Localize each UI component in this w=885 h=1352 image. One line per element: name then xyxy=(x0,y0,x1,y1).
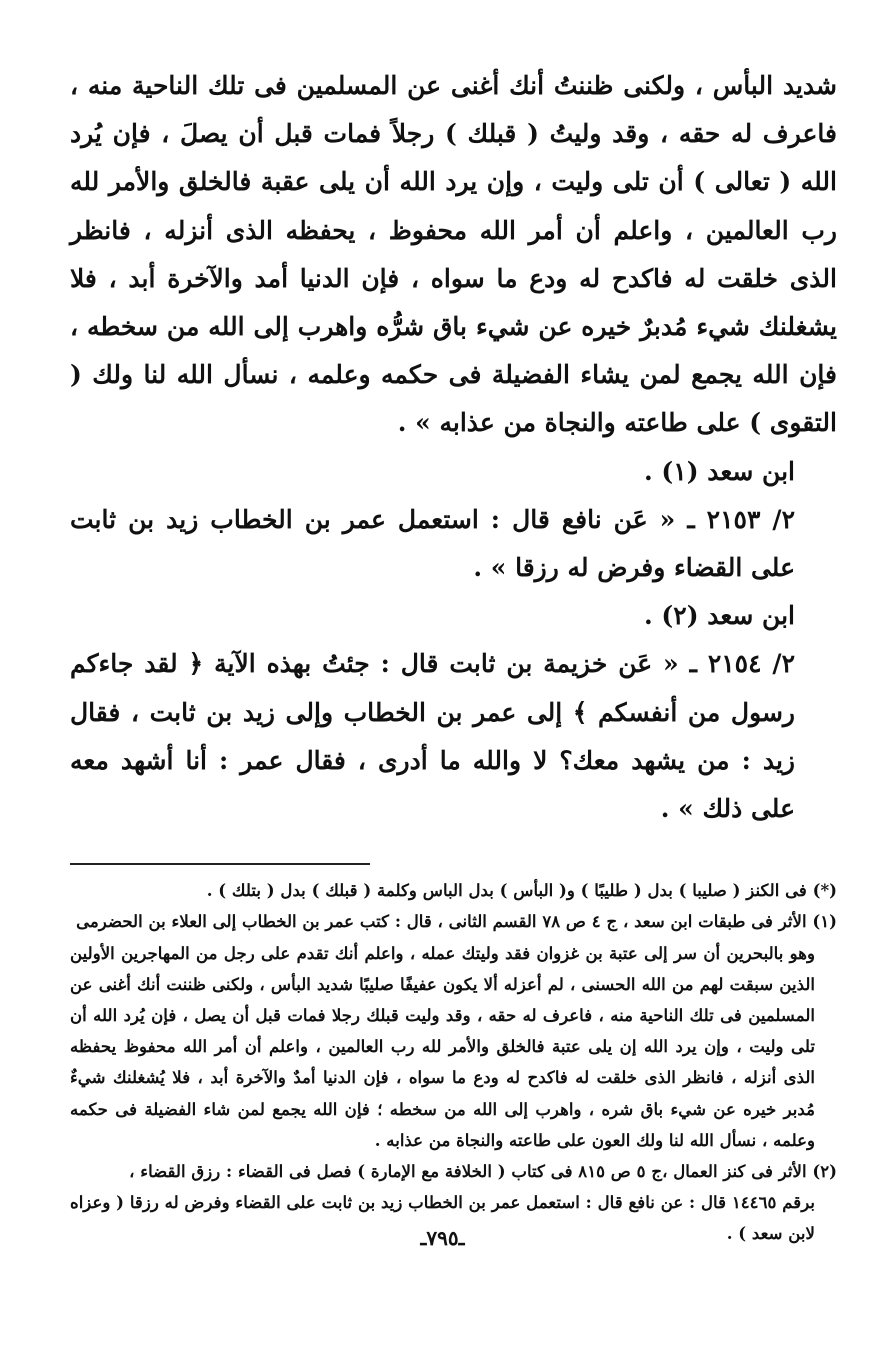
main-text xyxy=(70,62,837,833)
footnote-separator xyxy=(70,863,370,865)
paragraph-letter-continuation: شديد البأس ، ولكنى ظننتُ أنك أغنى عن المسلمين فى تلك الناحية منه ، فاعرف له حقه ، وقد وليتُ ( قبلك ) رجلاً فمات قبل أن يصلَ ، فإن يُرد الله ( تعالى ) أن تلى وليت ، وإن يرد الله أن يلى عقبة فالخلق والأمر لله رب العالمين ، واعلم أن أمر الله محفوظ ، يحفظه الذى أنزله ، فانظر الذى خلقت له فاكدح له ودع ما سواه ، فإن الدنيا أمد والآخرة أبد ، فلا يشغلنك شيء مُدبرٌ خيره عن شيء باق شرُّه واهرب إلى الله من سخطه ، فإن الله يجمع لمن يشاء الفضيلة فى حكمه وعلمه ، نسأل الله لنا ولك ( التقوى ) على طاعته والنجاة من عذابه » . xyxy=(70,71,837,438)
footnote-2-continuation: برقم ١٤٤٦٥ قال : عن نافع قال : استعمل عمر بن الخطاب زيد بن ثابت على القضاء وفرض له رزقا ( وعزاه لابن سعد ) . xyxy=(70,1192,815,1244)
footnote-1: (١) الأثر فى طبقات ابن سعد ، ج ٤ ص ٧٨ القسم الثانى ، قال : كتب عمر بن الخطاب إلى العلاء بن الحضرمى xyxy=(76,911,837,932)
page-number: ـ٧٩٥ـ xyxy=(420,1226,465,1250)
footnotes xyxy=(70,875,837,1249)
footnote-star: (*) فى الكنز ( صليبا ) بدل ( طليبًا ) و( البأس ) بدل الباس وكلمة ( قبلك ) بدل ( بتلك ) . xyxy=(206,880,837,901)
document-page xyxy=(70,62,837,1352)
footnote-1-continuation: وهو بالبحرين أن سر إلى عتبة بن غزوان فقد وليتك عمله ، واعلم أنك تقدم على رجل من المهاجرين الأولين الذين سبقت لهم من الله الحسنى ، لم أعزله ألا يكون عفيفًا صليبًا شديد البأس ، ولكنى ظننت أنك أغنى عن المسلمين فى تلك الناحية منه ، فاعرف له حقه ، وقد وليت قبلك رجلا فمات قبل أن يصل ، فإن يُرد الله أن تلى وليت ، وإن يرد الله إن يلى عتبة فالخلق والأمر لله رب العالمين ، واعلم أن أمر الله محفوظ يحفظه الذى أنزله ، فانظر الذى خلقت له فاكدح له ودع ما سواه ، فإن الدنيا أمدٌ والآخرة أبد ، فلا يُشغلنك شيءٌ مُدبر خيره عن شيء باق شره ، واهرب إلى الله من سخطه ؛ فإن الله يجمع لمن شاء الفضيلة فى حكمه وعلمه ، نسأل الله لنا ولك العون على طاعته والنجاة من عذابه . xyxy=(70,942,815,1150)
footnote-2: (٢) الأثر فى كنز العمال ،ج ٥ ص ٨١٥ فى كتاب ( الخلافة مع الإمارة ) فصل فى القضاء : رزق القضاء ، xyxy=(129,1161,837,1182)
hadith-2154: ٢/ ٢١٥٤ ـ « عَن خزيمة بن ثابت قال : جئتُ بهذه الآية ﴿ لقد جاءكم رسول من أنفسكم ﴾ إلى عمر بن الخطاب وإلى زيد بن ثابت ، فقال زيد : من يشهد معك؟ لا والله ما أدرى ، فقال عمر : أنا أشهد معه على ذلك » . xyxy=(70,649,795,824)
source-attribution-1: ابن سعد (١) . xyxy=(644,456,795,486)
hadith-2153: ٢/ ٢١٥٣ ـ « عَن نافع قال : استعمل عمر بن الخطاب زيد بن ثابت على القضاء وفرض له رزقا » . xyxy=(70,504,795,583)
source-attribution-2: ابن سعد (٢) . xyxy=(644,601,795,631)
